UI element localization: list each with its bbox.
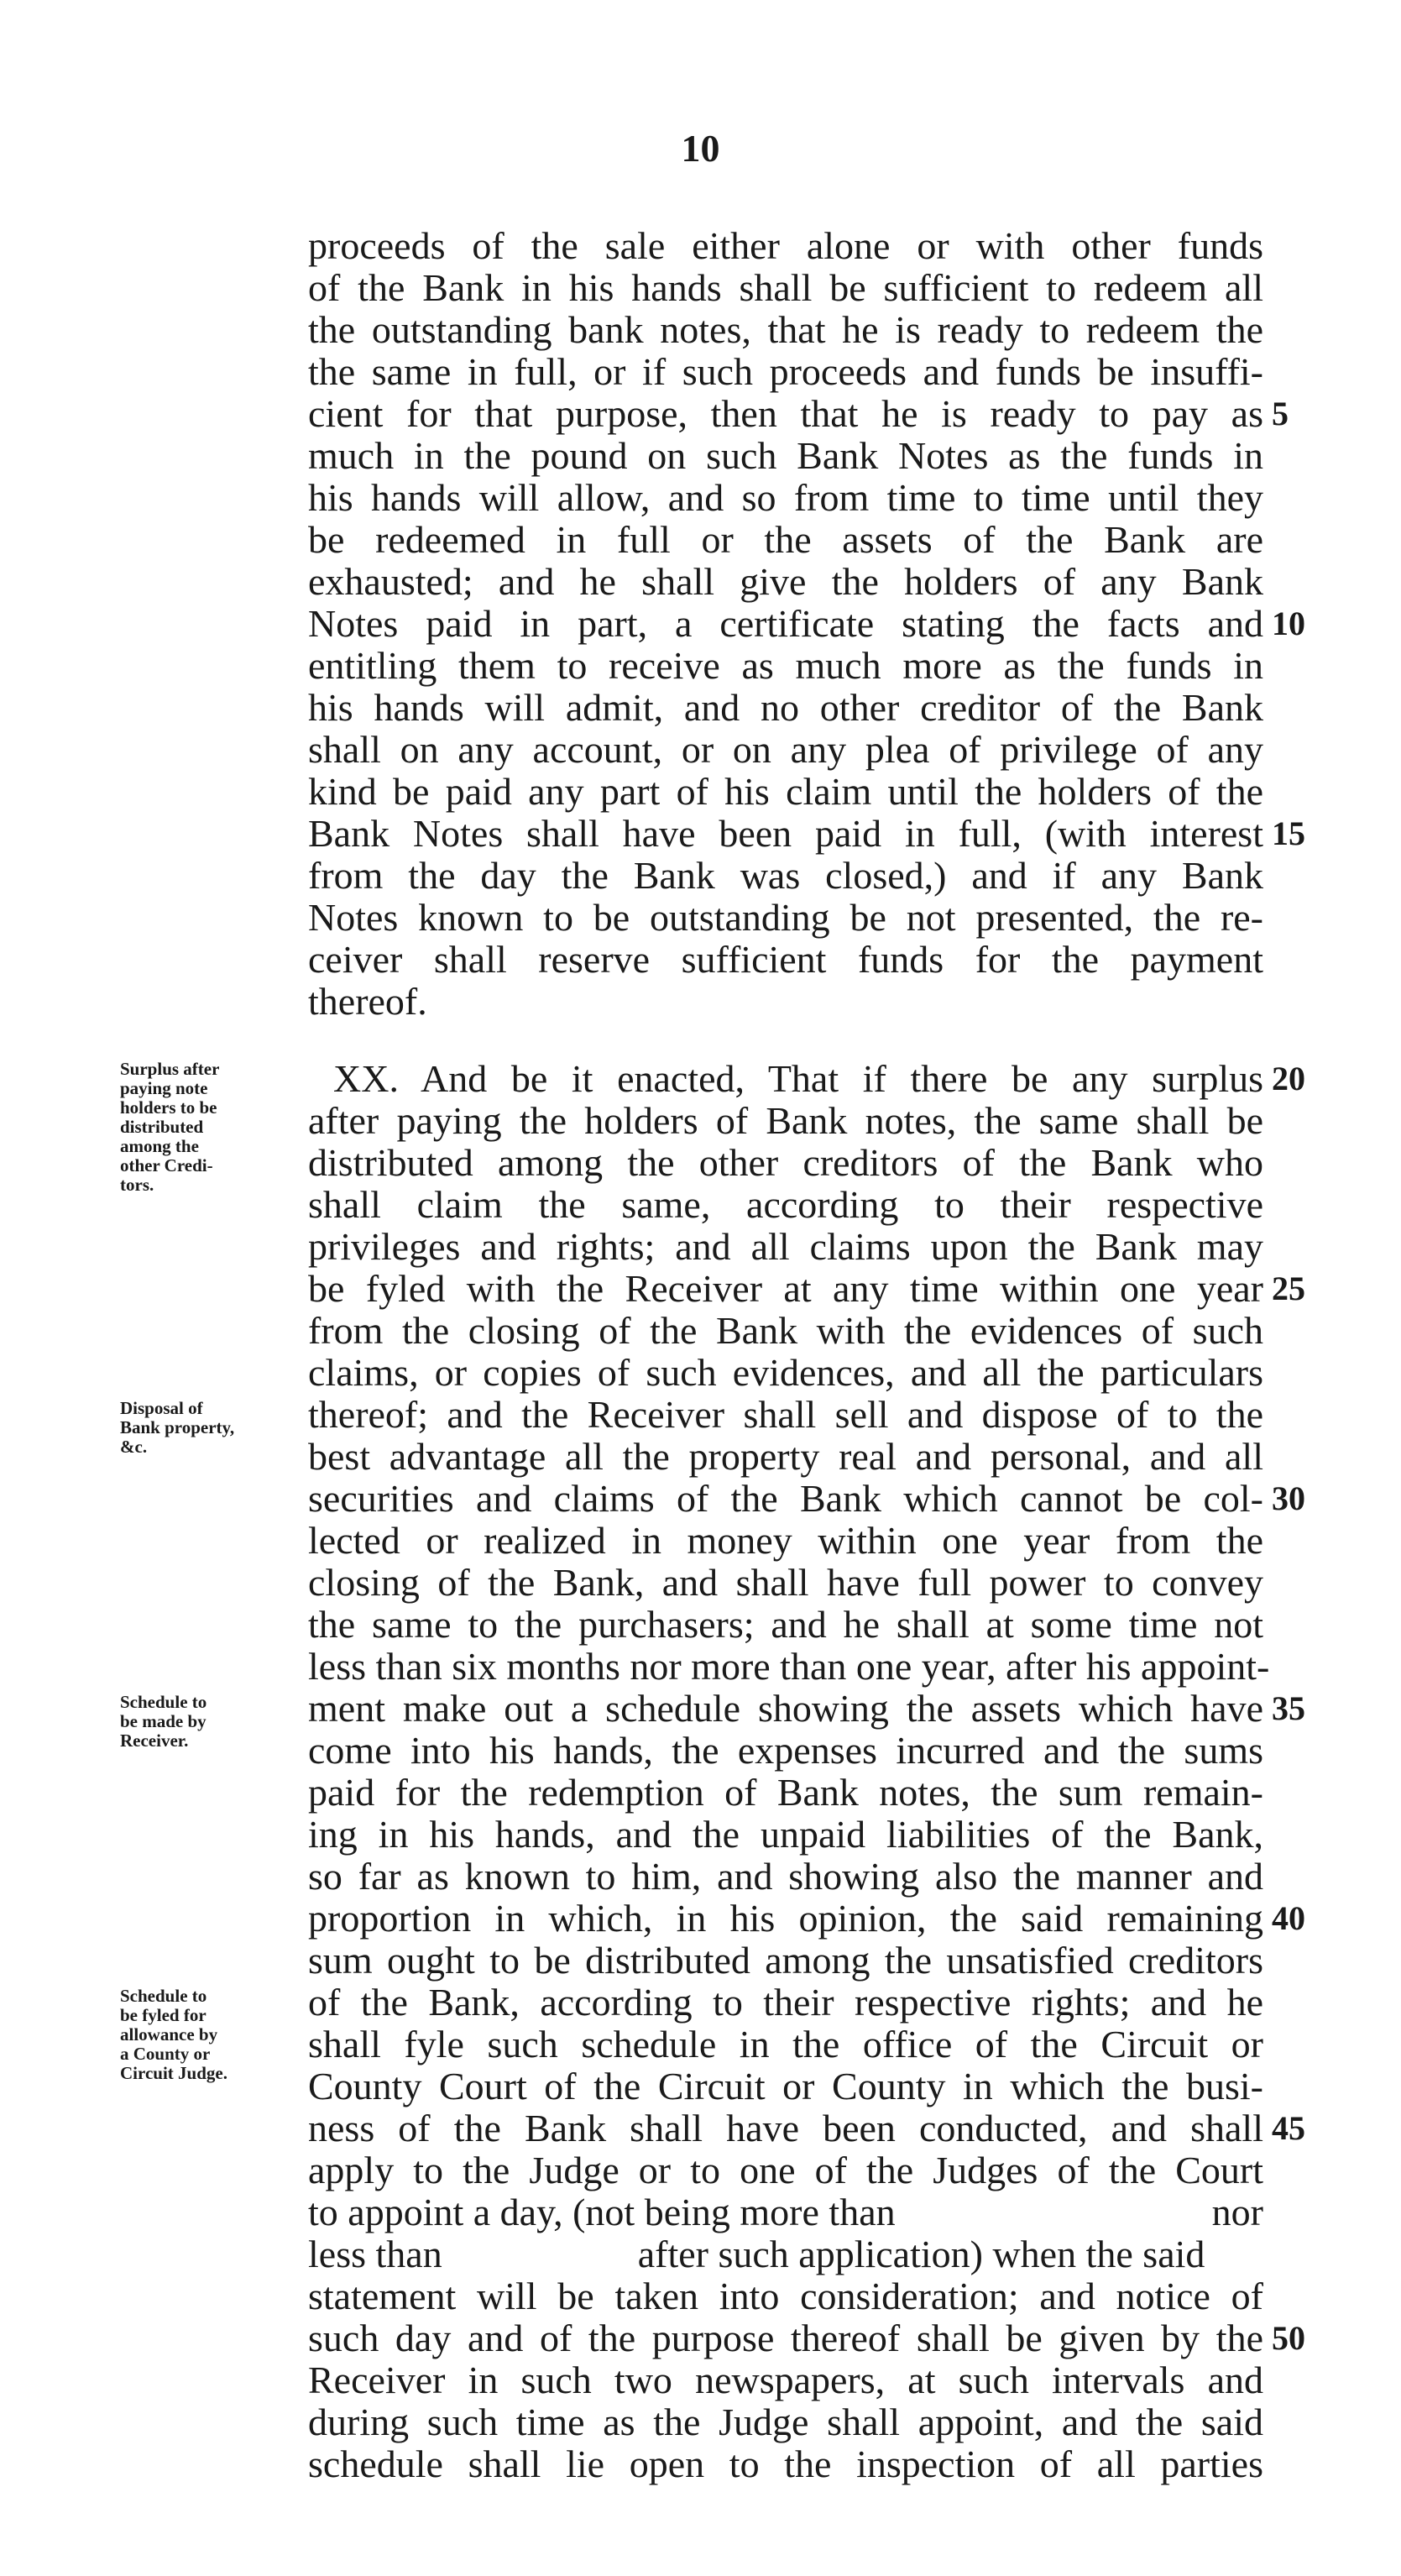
text-line: best advantage all the property real and personal, and all	[308, 1435, 1263, 1478]
text-line: kind be paid any part of his claim until the holders of the	[308, 770, 1263, 813]
text-line: shall claim the same, according to their respective	[308, 1183, 1263, 1226]
text-line: much in the pound on such Bank Notes as the funds in	[308, 434, 1263, 477]
line-number: 15	[1272, 814, 1305, 852]
text-line: shall on any account, or on any plea of privilege of any	[308, 728, 1263, 771]
text-line: come into his hands, the expenses incurred and the sums	[308, 1729, 1263, 1772]
text-line: during such time as the Judge shall appoint, and the said	[308, 2401, 1263, 2443]
text-line: from the day the Bank was closed,) and if any Bank	[308, 854, 1263, 897]
text-line: privileges and rights; and all claims upon the Bank may	[308, 1225, 1263, 1268]
text-line: after paying the holders of Bank notes, the same shall be	[308, 1099, 1263, 1142]
margin-note-line: &c.	[120, 1437, 148, 1457]
margin-note-line: distributed	[120, 1117, 204, 1137]
text-fragment: to appoint a day, (not being more than	[308, 2191, 896, 2233]
text-line: of the Bank, according to their respective rights; and he	[308, 1981, 1263, 2024]
line-number: 5	[1272, 395, 1289, 432]
page-number: 10	[681, 127, 720, 170]
line-number: 40	[1272, 1899, 1305, 1937]
margin-note-line: Bank property,	[120, 1417, 235, 1437]
text-line: lected or realized in money within one year from the	[308, 1519, 1263, 1562]
text-line: ceiver shall reserve sufficient funds for the payment	[308, 938, 1263, 981]
text-line: distributed among the other creditors of the Bank who	[308, 1141, 1263, 1184]
text-line: thereof.	[308, 980, 427, 1023]
text-fragment: after such application) when the said	[637, 2233, 1205, 2275]
text-line: XX. And be it enacted, That if there be any surplus	[333, 1057, 1263, 1100]
line-number: 10	[1272, 605, 1305, 642]
text-line: paid for the redemption of Bank notes, the sum remain-	[308, 1771, 1263, 1814]
margin-note-line: Circuit Judge.	[120, 2063, 227, 2083]
line-number: 45	[1272, 2109, 1305, 2147]
margin-note-line: holders to be	[120, 1097, 217, 1118]
text-fragment: less than	[308, 2233, 442, 2275]
text-line: securities and claims of the Bank which cannot be col-	[308, 1477, 1263, 1520]
text-line: so far as known to him, and showing also the manner and	[308, 1855, 1263, 1898]
line-number: 50	[1272, 2319, 1305, 2357]
text-line: statement will be taken into consideration; and notice of	[308, 2275, 1263, 2317]
line-number: 35	[1272, 1689, 1305, 1727]
text-fragment: nor	[1211, 2191, 1263, 2233]
text-line: sum ought to be distributed among the unsatisfied creditors	[308, 1939, 1263, 1982]
text-line: Notes known to be outstanding be not presented, the re-	[308, 896, 1263, 939]
margin-note-schedule-made	[120, 1693, 296, 1751]
margin-note-line: be fyled for	[120, 2005, 206, 2025]
text-line: the same to the purchasers; and he shall at some time not	[308, 1603, 1263, 1646]
text-line: such day and of the purpose thereof shall be given by the	[308, 2317, 1263, 2359]
text-line: his hands will allow, and so from time to time until they	[308, 476, 1263, 519]
margin-note-line: a County or	[120, 2044, 211, 2064]
text-line: exhausted; and he shall give the holders of any Bank	[308, 560, 1263, 603]
text-line: shall fyle such schedule in the office of the Circuit or	[308, 2023, 1263, 2066]
text-line: apply to the Judge or to one of the Judges of the Court	[308, 2149, 1263, 2191]
margin-note-line: Surplus after	[120, 1059, 220, 1079]
margin-note-disposal	[120, 1399, 296, 1457]
margin-note-line: paying note	[120, 1078, 208, 1098]
text-line: entitling them to receive as much more as the funds in	[308, 644, 1263, 687]
text-line: proceeds of the sale either alone or with other funds	[308, 224, 1263, 267]
margin-note-line: allowance by	[120, 2024, 218, 2045]
text-line: be redeemed in full or the assets of the Bank are	[308, 518, 1263, 561]
text-line: closing of the Bank, and shall have full power to convey	[308, 1561, 1263, 1604]
text-line: claims, or copies of such evidences, and all the particulars	[308, 1351, 1263, 1394]
text-line: the outstanding bank notes, that he is ready to redeem the	[308, 308, 1263, 351]
margin-note-line: tors.	[120, 1175, 154, 1195]
line-number: 20	[1272, 1060, 1305, 1097]
text-line: County Court of the Circuit or County in which the busi-	[308, 2065, 1263, 2107]
line-number: 25	[1272, 1270, 1305, 1307]
margin-note-line: be made by	[120, 1711, 206, 1731]
margin-note-line: Schedule to	[120, 1692, 207, 1712]
text-line: the same in full, or if such proceeds and funds be insuffi-	[308, 350, 1263, 393]
text-line: less than six months nor more than one year, after his appoint-	[308, 1645, 1270, 1688]
margin-note-surplus	[120, 1060, 296, 1195]
margin-note-line: Receiver.	[120, 1730, 189, 1751]
margin-note-line: Disposal of	[120, 1398, 203, 1418]
margin-note-line: other Credi-	[120, 1155, 213, 1175]
text-line: thereof; and the Receiver shall sell and dispose of to the	[308, 1393, 1263, 1436]
margin-note-line: among the	[120, 1136, 199, 1156]
text-line: Bank Notes shall have been paid in full, (with interest	[308, 812, 1263, 855]
text-line: ness of the Bank shall have been conducted, and shall	[308, 2107, 1263, 2149]
line-number: 30	[1272, 1479, 1305, 1517]
text-line	[308, 2191, 1263, 2233]
text-line: from the closing of the Bank with the evidences of such	[308, 1309, 1263, 1352]
text-line: ment make out a schedule showing the assets which have	[308, 1687, 1263, 1730]
text-line: be fyled with the Receiver at any time within one year	[308, 1267, 1263, 1310]
text-line: of the Bank in his hands shall be sufficient to redeem all	[308, 266, 1263, 309]
text-line: Notes paid in part, a certificate stating the facts and	[308, 602, 1263, 645]
text-line: cient for that purpose, then that he is ready to pay as	[308, 392, 1263, 435]
text-line	[308, 2233, 1263, 2275]
margin-note-line: Schedule to	[120, 1986, 207, 2006]
text-line: schedule shall lie open to the inspection of all parties	[308, 2442, 1263, 2485]
text-line: Receiver in such two newspapers, at such intervals and	[308, 2359, 1263, 2401]
margin-note-schedule-fyled	[120, 1987, 296, 2083]
text-line: proportion in which, in his opinion, the said remaining	[308, 1897, 1263, 1940]
text-line: his hands will admit, and no other creditor of the Bank	[308, 686, 1263, 729]
text-line: ing in his hands, and the unpaid liabilities of the Bank,	[308, 1813, 1263, 1856]
